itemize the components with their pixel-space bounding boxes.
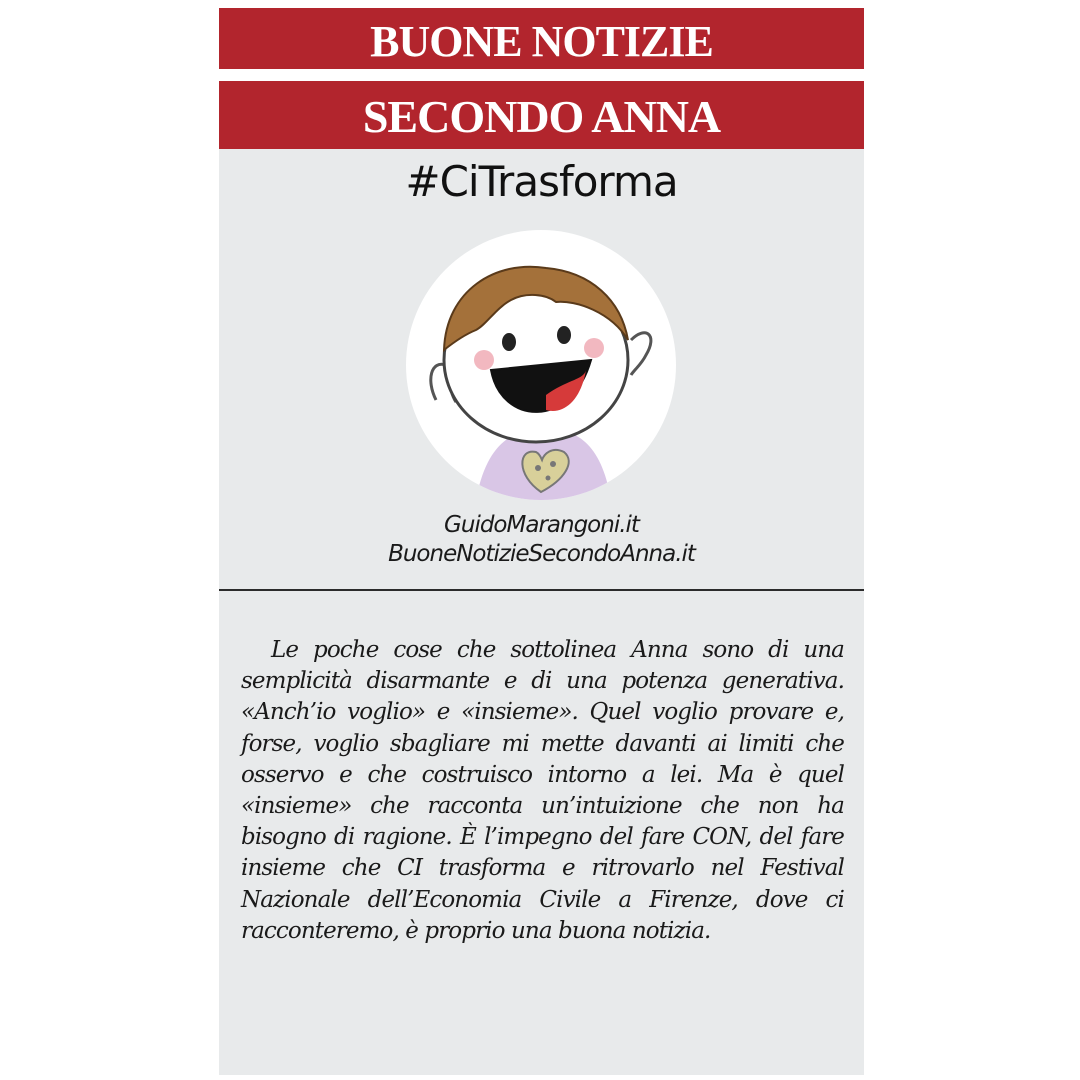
article-body: Le poche cose che sottolinea Anna sono di una semplicità disarmante e di una potenza generativa. «Anch’io voglio» e «insieme». Quel voglio provare e, forse, voglio sbagliare mi mette davanti ai limiti che osservo e che costruisco intorno a lei. Ma è quel «insieme» che racconta un’intuizione che non ha bisogno di ragione. È l’impegno del fare CON, del fare insieme che CI trasforma e ritrovarlo nel Festival Nazionale dell’Economia Civile a Firenze, dove ci racconteremo, è proprio una buona notizia.	[241, 637, 844, 944]
banner-divider	[219, 69, 864, 81]
news-column	[219, 8, 864, 1075]
website-link-guidomarangoni: GuidoMarangoni.it	[444, 512, 639, 538]
smiling-child-illustration-icon	[406, 230, 676, 500]
website-links	[219, 511, 864, 569]
hashtag-title: #CiTrasforma	[405, 157, 678, 206]
website-link-buonenotizie: BuoneNotizieSecondoAnna.it	[388, 541, 695, 567]
section-divider	[219, 589, 864, 591]
section-title-line2: SECONDO ANNA	[219, 81, 864, 149]
section-title-line1: BUONE NOTIZIE	[219, 8, 864, 69]
